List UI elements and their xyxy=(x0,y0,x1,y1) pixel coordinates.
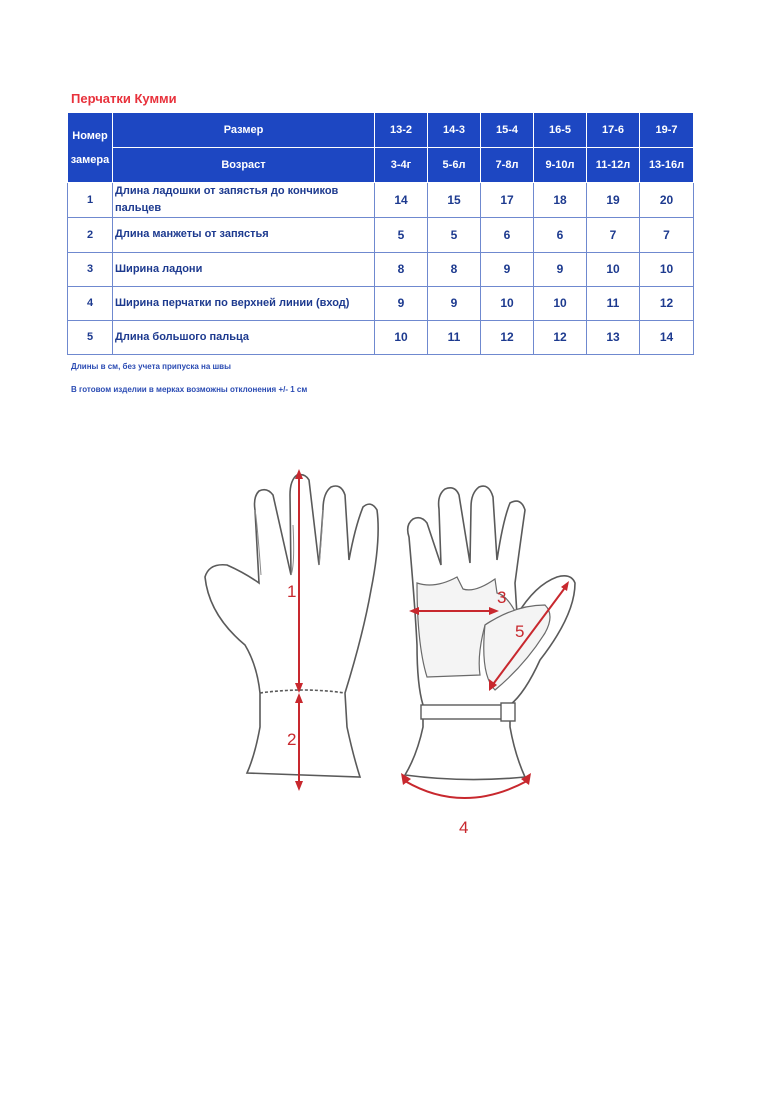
glove-measurement-diagram xyxy=(195,465,585,845)
measure-value: 6 xyxy=(481,218,534,252)
age-cell: 9-10л xyxy=(534,148,587,183)
measure-value: 7 xyxy=(640,218,694,252)
size-cell: 17-6 xyxy=(587,113,640,148)
measure-value: 10 xyxy=(640,252,694,286)
measure-value: 14 xyxy=(375,183,428,218)
measure-value: 13 xyxy=(587,320,640,354)
measure-value: 19 xyxy=(587,183,640,218)
glove-palm-illustration xyxy=(405,486,575,779)
measure-value: 5 xyxy=(428,218,481,252)
measurement-row xyxy=(68,320,694,354)
measure-value: 10 xyxy=(481,286,534,320)
measure-value: 10 xyxy=(375,320,428,354)
measure-name: Длина большого пальца xyxy=(113,320,375,354)
measure-name: Ширина ладони xyxy=(113,252,375,286)
page-title: Перчатки Кумми xyxy=(71,91,177,106)
size-table xyxy=(67,112,694,355)
measure-value: 9 xyxy=(428,286,481,320)
measure-value: 12 xyxy=(640,286,694,320)
measurement-row xyxy=(68,286,694,320)
age-cell: 3-4г xyxy=(375,148,428,183)
measure-value: 10 xyxy=(587,252,640,286)
measure-value: 9 xyxy=(481,252,534,286)
measure-number: 3 xyxy=(68,252,113,286)
measure-value: 8 xyxy=(375,252,428,286)
note-units: Длины в см, без учета припуска на швы xyxy=(71,362,231,371)
measure-name: Ширина перчатки по верхней линии (вход) xyxy=(113,286,375,320)
measure-value: 7 xyxy=(587,218,640,252)
age-cell: 5-6л xyxy=(428,148,481,183)
measure-value: 20 xyxy=(640,183,694,218)
measure-number-header-line2: замера xyxy=(70,153,110,166)
measure-number: 2 xyxy=(68,218,113,252)
measure-value: 10 xyxy=(534,286,587,320)
measure-value: 11 xyxy=(428,320,481,354)
measure-number-header xyxy=(68,113,113,183)
age-header-row xyxy=(68,148,694,183)
measure-number-header-line1: Номер xyxy=(72,129,108,142)
measure-value: 17 xyxy=(481,183,534,218)
age-cell: 13-16л xyxy=(640,148,694,183)
measure-value: 6 xyxy=(534,218,587,252)
measure-value: 5 xyxy=(375,218,428,252)
size-cell: 13-2 xyxy=(375,113,428,148)
measure-value: 12 xyxy=(481,320,534,354)
measure-value: 9 xyxy=(534,252,587,286)
note-tolerance: В готовом изделии в мерках возможны отклонения +/- 1 см xyxy=(71,385,308,394)
age-label: Возраст xyxy=(113,148,375,183)
size-cell: 16-5 xyxy=(534,113,587,148)
size-cell: 15-4 xyxy=(481,113,534,148)
age-cell: 7-8л xyxy=(481,148,534,183)
size-label: Размер xyxy=(113,113,375,148)
measurement-row xyxy=(68,218,694,252)
measure-4-label: 4 xyxy=(459,818,469,837)
measure-2-label: 2 xyxy=(287,730,297,749)
size-header-row xyxy=(68,113,694,148)
size-cell: 19-7 xyxy=(640,113,694,148)
measure-value: 14 xyxy=(640,320,694,354)
measurement-row xyxy=(68,183,694,218)
measure-value: 12 xyxy=(534,320,587,354)
measure-name: Длина манжеты от запястья xyxy=(113,218,375,252)
measure-value: 8 xyxy=(428,252,481,286)
measure-number: 4 xyxy=(68,286,113,320)
measure-5-label: 5 xyxy=(515,622,525,641)
measure-value: 9 xyxy=(375,286,428,320)
measure-4-arc xyxy=(405,781,527,798)
size-cell: 14-3 xyxy=(428,113,481,148)
measure-3-label: 3 xyxy=(497,588,507,607)
measure-number: 5 xyxy=(68,320,113,354)
age-cell: 11-12л xyxy=(587,148,640,183)
measure-name: Длина ладошки от запястья до кончиков пальцев xyxy=(113,183,375,218)
measure-value: 18 xyxy=(534,183,587,218)
measure-value: 15 xyxy=(428,183,481,218)
measure-value: 11 xyxy=(587,286,640,320)
measure-number: 1 xyxy=(68,183,113,218)
measure-1-label: 1 xyxy=(287,582,297,601)
measurement-row xyxy=(68,252,694,286)
